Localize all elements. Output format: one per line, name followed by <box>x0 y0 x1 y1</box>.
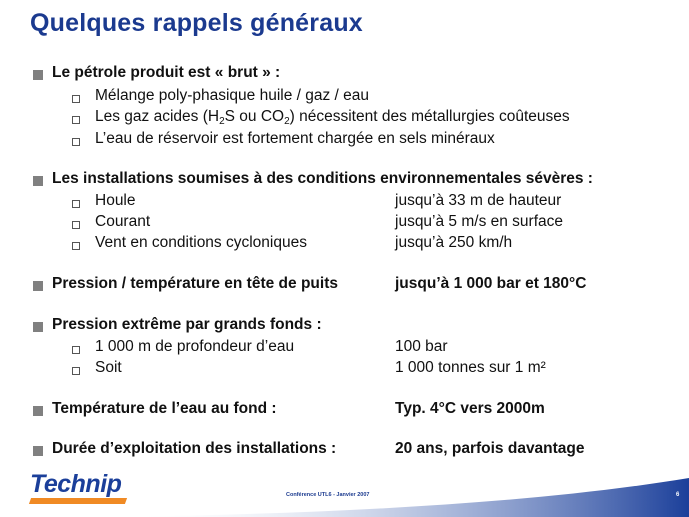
checkbox-bullet-icon <box>72 200 80 208</box>
footer-conference: Conférence UTL6 - Janvier 2007 <box>286 492 370 498</box>
section-heading-temperature-eau: Température de l’eau au fond : <box>52 400 277 417</box>
row-value-courant: jusqu’à 5 m/s en surface <box>395 213 564 230</box>
section-heading-pression-temperature: Pression / température en tête de puits <box>52 275 338 292</box>
value-temperature-eau: Typ. 4°C vers 2000m <box>395 400 545 417</box>
row-value-houle: jusqu’à 33 m de hauteur <box>395 192 562 209</box>
item-gaz-acides: Les gaz acides ($H_2S$ ou $CO_2$) nécessitent des métallurgies coûteuses <box>95 108 570 127</box>
row-label-courant: Courant <box>95 213 151 230</box>
bullet-square <box>33 446 43 456</box>
value-duree: 20 ans, parfois davantage <box>395 440 585 457</box>
row-label-vent: Vent en conditions cycloniques <box>95 234 307 251</box>
section-heading-brut: Le pétrole produit est « brut » : <box>52 64 281 81</box>
section-heading-duree: Durée d’exploitation des installations : <box>52 440 337 457</box>
item-eau-reservoir: L’eau de réservoir est fortement chargée en sels minéraux <box>95 130 495 147</box>
checkbox-bullet-icon <box>72 138 80 146</box>
checkbox-bullet-icon <box>72 116 80 124</box>
technip-logo: Technip <box>30 470 122 498</box>
row-label-profondeur: 1 000 m de profondeur d’eau <box>95 338 295 355</box>
bullet-square <box>33 176 43 186</box>
page-number: 6 <box>676 492 680 498</box>
section-heading-pression-extreme: Pression extrême par grands fonds : <box>52 316 322 333</box>
checkbox-bullet-icon <box>72 346 80 354</box>
value-pression-temperature: jusqu’à 1 000 bar et 180°C <box>395 275 587 292</box>
row-value-vent: jusqu’à 250 km/h <box>395 234 513 251</box>
checkbox-bullet-icon <box>72 95 80 103</box>
bullet-square <box>33 70 43 80</box>
checkbox-bullet-icon <box>72 242 80 250</box>
section-heading-installations: Les installations soumises à des conditions environnementales sévères : <box>52 170 593 187</box>
row-value-soit: 1 000 tonnes sur 1 m² <box>395 359 546 376</box>
logo-underline-bar <box>29 498 127 504</box>
checkbox-bullet-icon <box>72 221 80 229</box>
item-melange: Mélange poly-phasique huile / gaz / eau <box>95 87 370 104</box>
bullet-square <box>33 406 43 416</box>
row-label-soit: Soit <box>95 359 122 376</box>
row-value-profondeur: 100 bar <box>395 338 448 355</box>
bullet-square <box>33 281 43 291</box>
bullet-square <box>33 322 43 332</box>
slide-title: Quelques rappels généraux <box>30 9 363 37</box>
row-label-houle: Houle <box>95 192 136 209</box>
checkbox-bullet-icon <box>72 367 80 375</box>
